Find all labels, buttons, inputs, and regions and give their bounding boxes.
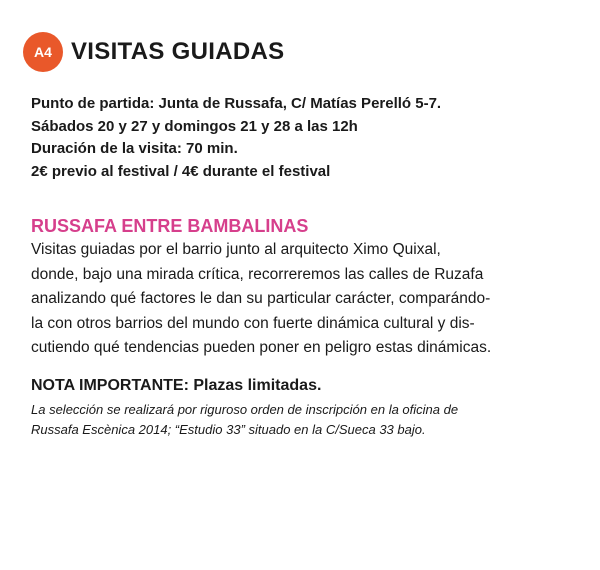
activity-subtitle: RUSSAFA ENTRE BAMBALINAS: [31, 216, 309, 236]
note-line: La selección se realizará por riguroso orden de inscripción en la oficina de: [31, 402, 459, 417]
info-line-meeting-point: Punto de partida: Junta de Russafa, C/ Matías Perelló 5-7.: [31, 95, 442, 112]
note-title: NOTA IMPORTANTE: Plazas limitadas.: [31, 377, 322, 394]
activity-description: [31, 238, 576, 361]
description-line: la con otros barrios del mundo con fuerte dinámica cultural y dis-: [31, 314, 475, 332]
info-line-duration: Duración de la visita: 70 min.: [31, 140, 238, 157]
section-header: [23, 32, 284, 72]
section-badge: A4: [23, 32, 63, 72]
page-title: VISITAS GUIADAS: [71, 38, 285, 65]
description-line: analizando qué factores le dan su particular carácter, comparándo-: [31, 290, 491, 307]
info-line-price: 2€ previo al festival / 4€ durante el festival: [31, 162, 331, 180]
note-line: Russafa Escènica 2014; “Estudio 33” situado en la C/Sueca 33 bajo.: [31, 422, 426, 437]
info-line-dates: Sábados 20 y 27 y domingos 21 y 28 a las 12h: [31, 117, 358, 135]
note-text: [31, 400, 458, 440]
description-line: cutiendo qué tendencias pueden poner en peligro estas dinámicas.: [31, 339, 492, 356]
description-line: donde, bajo una mirada crítica, recorreremos las calles de Ruzafa: [31, 265, 484, 283]
visit-info: [31, 93, 441, 183]
description-line: Visitas guiadas por el barrio junto al arquitecto Ximo Quixal,: [31, 241, 441, 258]
